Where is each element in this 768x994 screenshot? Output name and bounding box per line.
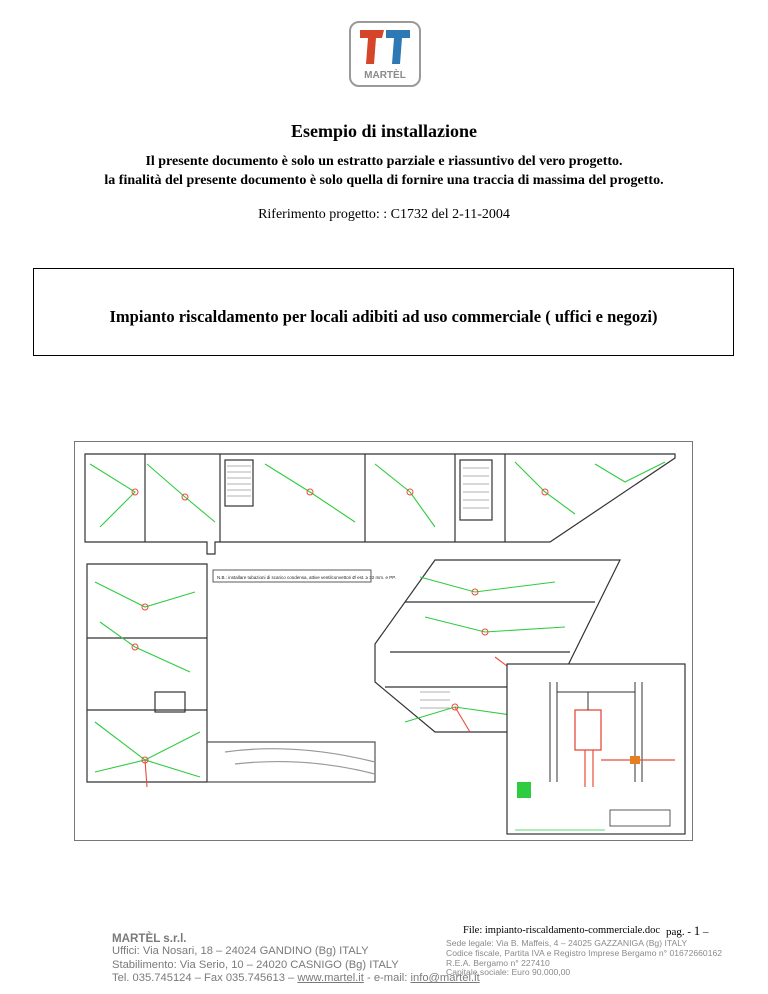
- document-title: Esempio di installazione: [290, 121, 478, 141]
- martel-logo-graphic: [348, 20, 422, 88]
- office-address: Uffici: Via Nosari, 18 – 24024 GANDINO (Bg) ITALY: [112, 945, 369, 958]
- tax-code: Codice fiscale, Partita IVA e Registro Imprese Bergamo n° 01672660162: [446, 947, 723, 958]
- company-name: MARTÈL s.r.l.: [112, 932, 187, 945]
- boiler-detail-inset: [507, 664, 685, 834]
- contact-line: [112, 972, 480, 985]
- page-suffix: –: [703, 926, 709, 938]
- page-prefix: pag. -: [666, 926, 692, 938]
- legal-seat: Sede legale: Via B. Maffeis, 4 – 24025 GAZZANIGA (Bg) ITALY: [446, 938, 688, 948]
- disclaimer-line-1: Il presente documento è solo un estratto parziale e riassuntivo del vero progetto.: [145, 154, 623, 169]
- page-number: [666, 923, 709, 939]
- martel-logo: [348, 20, 422, 88]
- logo-text: MARTÈL: [364, 70, 406, 81]
- email-label: - e-mail:: [363, 972, 411, 985]
- rea-number: R.E.A. Bergamo n° 227410: [446, 957, 550, 968]
- website-link[interactable]: www.martel.it: [297, 972, 364, 985]
- box-title: Impianto riscaldamento per locali adibiti ad uso commerciale ( uffici e negozi): [109, 307, 658, 326]
- share-capital: Capitale sociale: Euro 90.000,00: [446, 967, 571, 978]
- legal-footer: [446, 939, 722, 978]
- disclaimer-line-2: la finalità del presente documento è solo quella di fornire una traccia di massima del progetto.: [104, 173, 664, 188]
- file-name: File: impianto-riscaldamento-commerciale.doc: [463, 925, 661, 936]
- page-number-value: 1: [693, 923, 701, 938]
- factory-address: Stabilimento: Via Serio, 10 – 24020 CASNIGO (Bg) ITALY: [112, 958, 399, 971]
- email-link[interactable]: info@martel.it: [410, 972, 480, 985]
- company-footer: [112, 932, 480, 986]
- tel-fax: Tel. 035.745124 – Fax 035.745613 –: [112, 972, 298, 985]
- floor-plan-drawing: [74, 441, 693, 841]
- project-reference: Riferimento progetto: : C1732 del 2-11-2004: [258, 207, 510, 222]
- drawing-note: N.B.: installare tubazioni di scarico condensa, attive ventilconvettori Ø est. ≥ 32 mm. e PP.: [217, 575, 396, 580]
- floor-plan-svg: [75, 442, 692, 840]
